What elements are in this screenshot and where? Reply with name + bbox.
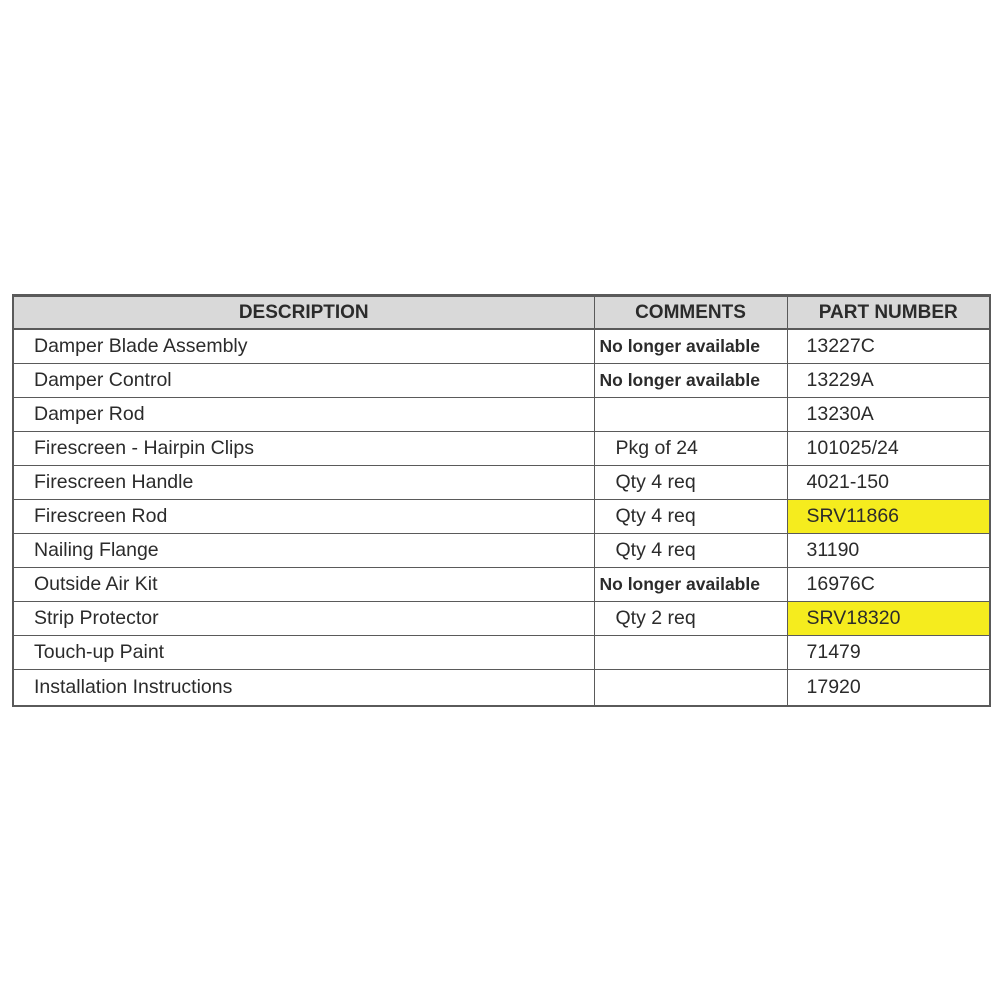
comments-cell: Pkg of 24 <box>594 432 787 466</box>
table-row <box>13 398 990 432</box>
part-number-cell: 4021-150 <box>787 466 990 500</box>
description-cell: Outside Air Kit <box>13 568 594 602</box>
table-row <box>13 432 990 466</box>
part-number-cell: 71479 <box>787 636 990 670</box>
part-number-cell: 101025/24 <box>787 432 990 466</box>
part-number-cell: 16976C <box>787 568 990 602</box>
table-row <box>13 329 990 364</box>
description-cell: Firescreen - Hairpin Clips <box>13 432 594 466</box>
description-cell: Firescreen Rod <box>13 500 594 534</box>
header-comments: COMMENTS <box>594 296 787 330</box>
table-row <box>13 500 990 534</box>
comments-cell: Qty 4 req <box>594 500 787 534</box>
comments-cell <box>594 636 787 670</box>
table-row <box>13 670 990 707</box>
comments-cell: No longer available <box>594 364 787 398</box>
description-cell: Nailing Flange <box>13 534 594 568</box>
description-cell: Damper Rod <box>13 398 594 432</box>
description-cell: Firescreen Handle <box>13 466 594 500</box>
part-number-cell: 13227C <box>787 329 990 364</box>
table-row <box>13 602 990 636</box>
comments-cell: Qty 4 req <box>594 534 787 568</box>
table-row <box>13 364 990 398</box>
table-body <box>13 329 990 706</box>
comments-cell: Qty 2 req <box>594 602 787 636</box>
description-cell: Touch-up Paint <box>13 636 594 670</box>
table-row <box>13 466 990 500</box>
table-row <box>13 568 990 602</box>
part-number-cell-highlighted: SRV18320 <box>787 602 990 636</box>
parts-table <box>12 294 991 707</box>
table-header-row <box>13 296 990 330</box>
header-part-number: PART NUMBER <box>787 296 990 330</box>
part-number-cell: 17920 <box>787 670 990 707</box>
part-number-cell-highlighted: SRV11866 <box>787 500 990 534</box>
part-number-cell: 31190 <box>787 534 990 568</box>
description-cell: Installation Instructions <box>13 670 594 707</box>
comments-cell: No longer available <box>594 568 787 602</box>
description-cell: Damper Blade Assembly <box>13 329 594 364</box>
table-row <box>13 636 990 670</box>
comments-cell: Qty 4 req <box>594 466 787 500</box>
comments-cell: No longer available <box>594 329 787 364</box>
table-row <box>13 534 990 568</box>
description-cell: Strip Protector <box>13 602 594 636</box>
header-description: DESCRIPTION <box>13 296 594 330</box>
part-number-cell: 13230A <box>787 398 990 432</box>
comments-cell <box>594 670 787 707</box>
description-cell: Damper Control <box>13 364 594 398</box>
comments-cell <box>594 398 787 432</box>
part-number-cell: 13229A <box>787 364 990 398</box>
